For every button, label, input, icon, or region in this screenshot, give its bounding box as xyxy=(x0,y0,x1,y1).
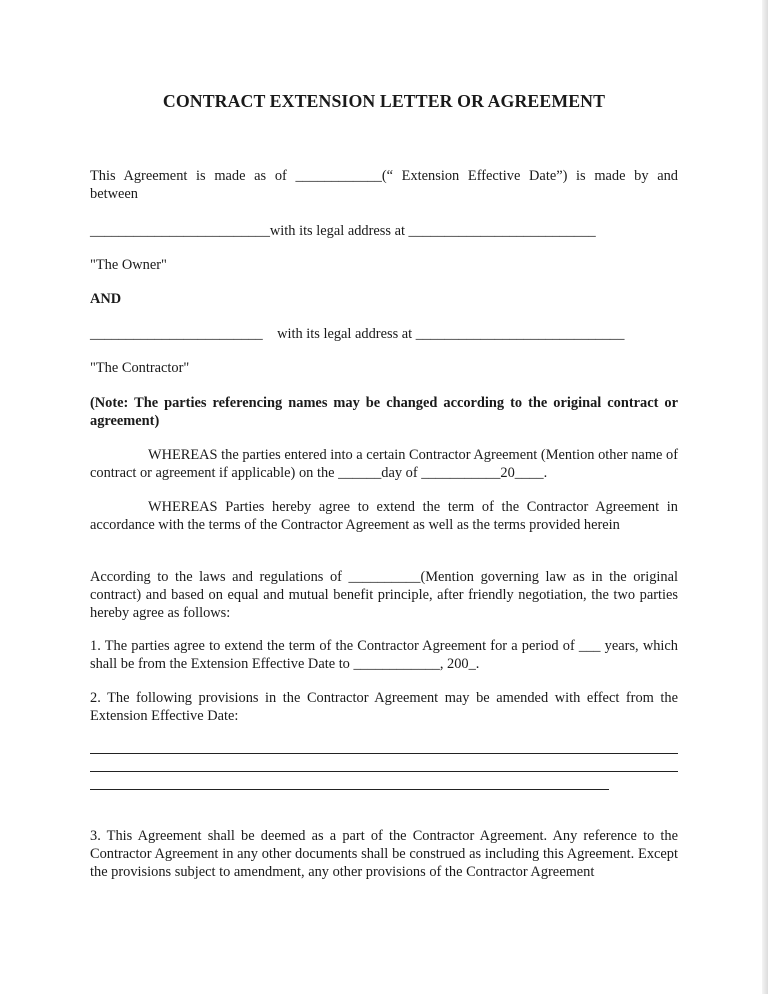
intro-line-1: This Agreement is made as of ____________(“ Extension Effective Date”) is made by and xyxy=(90,168,678,184)
blank-fill-line-3 xyxy=(90,789,609,790)
clause-2: 2. The following provisions in the Contractor Agreement may be amended with effect from the Extension Effective Date: xyxy=(90,690,678,724)
intro-line-2: between xyxy=(90,186,138,202)
clause-3: 3. This Agreement shall be deemed as a part of the Contractor Agreement. Any reference to the Contractor Agreement in any other documents shall be construed as including this Agreement. Except the provisions subject to amendment, any other provisions of the Contractor Agreement xyxy=(90,828,678,880)
whereas-paragraph-2: WHEREAS Parties hereby agree to extend the term of the Contractor Agreement in accordance with the terms of the Contractor Agreement as well as the terms provided herein xyxy=(90,499,678,533)
owner-label: "The Owner" xyxy=(90,257,167,273)
blank-fill-line-2 xyxy=(90,771,678,772)
contractor-line: ________________________ with its legal address at _____________________________ xyxy=(90,326,625,342)
document-title: CONTRACT EXTENSION LETTER OR AGREEMENT xyxy=(162,91,606,111)
owner-line: _________________________with its legal address at __________________________ xyxy=(90,223,596,239)
note-paragraph: (Note: The parties referencing names may be changed according to the original contract or agreement) xyxy=(90,395,678,429)
contractor-label: "The Contractor" xyxy=(90,360,190,376)
and-label: AND xyxy=(90,291,122,307)
according-paragraph: According to the laws and regulations of __________(Mention governing law as in the original contract) and based on equal and mutual benefit principle, after friendly negotiation, the two parties hereby agree as follows: xyxy=(90,569,678,621)
page-edge-shadow xyxy=(762,0,768,994)
blank-fill-line-1 xyxy=(90,753,678,754)
whereas-paragraph-1: WHEREAS the parties entered into a certain Contractor Agreement (Mention other name of contract or agreement if applicable) on the ______day of ___________20____. xyxy=(90,447,678,481)
clause-1: 1. The parties agree to extend the term of the Contractor Agreement for a period of ___ years, which shall be from the Extension Effective Date to ____________, 200_. xyxy=(90,638,678,672)
